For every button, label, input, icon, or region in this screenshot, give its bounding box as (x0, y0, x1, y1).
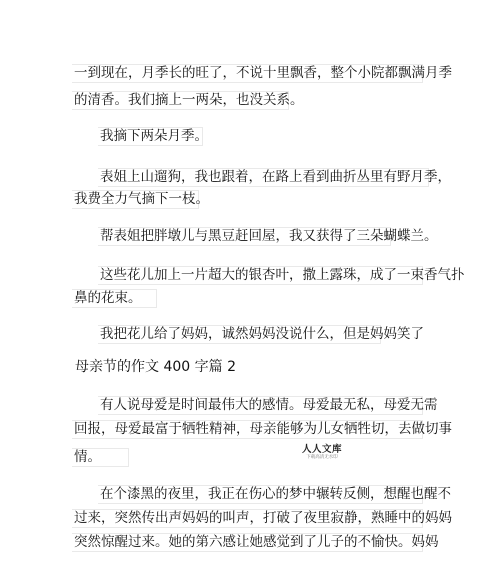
paragraph-line: 一到现在，月季长的旺了，不说十里飘香，整个小院都飘满月季 (74, 65, 452, 81)
section-heading: 母亲节的作文 400 字篇 2 (75, 359, 236, 375)
paragraph-line: 回报，母爱最富于牺牲精神，母亲能够为儿女牺牲切，去做切事 (74, 421, 452, 437)
paragraph-line: 表姐上山遛狗，我也跟着，在路上看到曲折丛里有野月季， (100, 169, 451, 185)
watermark-subtitle: 下载高清无水印 (306, 455, 338, 460)
paragraph-line: 鼻的花束。 (74, 290, 142, 306)
paragraph-line: 过来，突然传出声妈妈的叫声，打破了夜里寂静，熟睡中的妈妈 (74, 510, 452, 526)
paragraph-line: 帮表姐把胖墩儿与黑豆赶回屋，我又获得了三朵蝴蝶兰。 (100, 228, 438, 244)
paragraph-line: 我摘下两朵月季。 (100, 128, 208, 144)
paragraph-line: 情。 (74, 449, 101, 465)
watermark-logo (300, 444, 344, 461)
paragraph-line: 在个漆黑的夜里，我正在伤心的梦中辗转反侧，想醒也醒不 (100, 486, 451, 502)
paragraph-line: 我把花儿给了妈妈，诚然妈妈没说什么，但是妈妈笑了 (100, 326, 424, 342)
paragraph-line: 我费全力气摘下一枝。 (74, 191, 209, 207)
paragraph-line: 的清香。我们摘上一两朵，也没关系。 (74, 92, 304, 108)
paragraph-line: 有人说母爱是时间最伟大的感情。母爱最无私，母爱无需 (100, 397, 438, 413)
paragraph-line: 突然惊醒过来。她的第六感让她感觉到了儿子的不愉快。妈妈 (74, 534, 439, 550)
paragraph-line: 这些花儿加上一片超大的银杏叶，撒上露珠，成了一束香气扑 (100, 267, 465, 283)
watermark-title: 人人文库 (301, 444, 342, 455)
